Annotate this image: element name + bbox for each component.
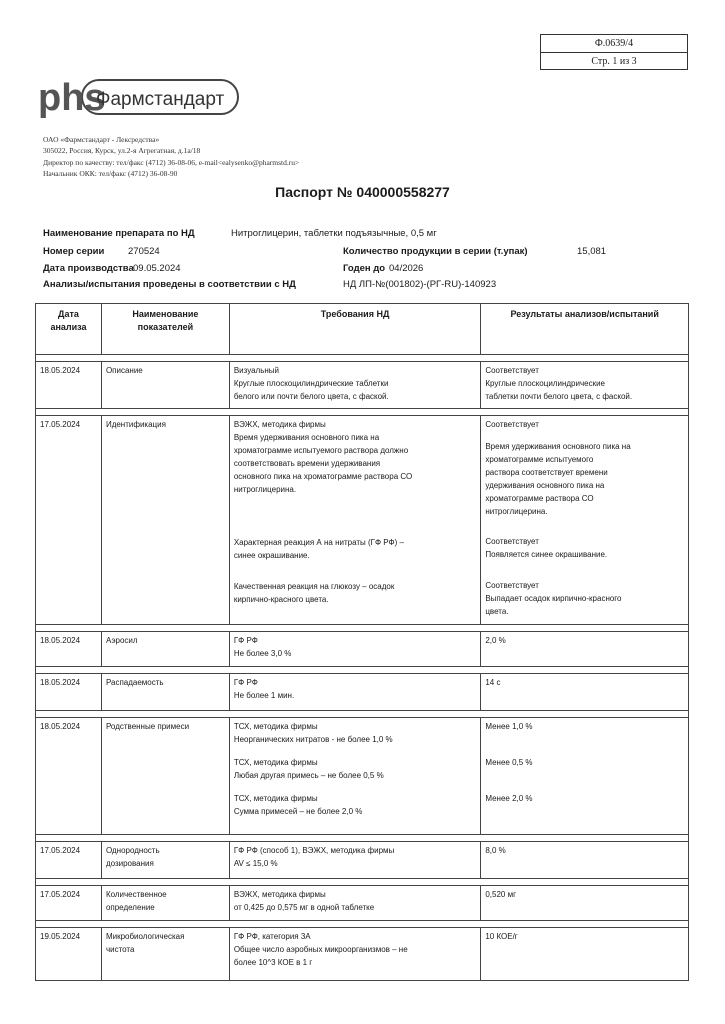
table-row <box>36 842 689 879</box>
table-row <box>36 416 689 625</box>
cell-res: 10 КОЕ/г <box>481 928 689 981</box>
analysis-table <box>35 303 689 981</box>
cell-date: 18.05.2024 <box>36 632 102 667</box>
table-row <box>36 362 689 409</box>
cell-date: 18.05.2024 <box>36 362 102 409</box>
cell-name: Количественное определение <box>101 886 229 921</box>
cell-res: 0,520 мг <box>481 886 689 921</box>
table-row <box>36 718 689 835</box>
table-header-row <box>36 304 689 355</box>
cell-req: ГФ РФ (способ 1), ВЭЖХ, методика фирмы AV ≤ 15,0 % <box>229 842 481 879</box>
cell-name: Аэросил <box>101 632 229 667</box>
cell-date: 19.05.2024 <box>36 928 102 981</box>
cell-name: Распадаемость <box>101 674 229 711</box>
cell-req: ГФ РФ Не более 3,0 % <box>229 632 481 667</box>
res-hplc: Время удерживания основного пика на хроматограмме испытуемого раствора соответствует времени удерживания основного пика на хроматограмме раствора СО нитроглицерина. <box>485 442 631 516</box>
name-label: Наименование препарата по НД <box>43 228 195 239</box>
qty-value: 15,081 <box>577 246 607 257</box>
col-header-name: Наименование показателей <box>101 304 229 355</box>
cell-req <box>229 416 481 625</box>
tests-label: Анализы/испытания проведены в соответствии с НД <box>43 279 296 290</box>
cell-res: 8,0 % <box>481 842 689 879</box>
cell-name: Описание <box>101 362 229 409</box>
cell-name: Однородность дозирования <box>101 842 229 879</box>
logo-brand: Фармстандарт <box>96 89 225 110</box>
res-other: Менее 0,5 % <box>485 758 533 767</box>
company-okk: Начальник ОКК: тел/факс (4712) 36-08-90 <box>43 169 178 179</box>
series-label: Номер серии <box>43 246 105 257</box>
cell-date: 18.05.2024 <box>36 718 102 835</box>
cell-req: ГФ РФ Не более 1 мин. <box>229 674 481 711</box>
req-inorganic: ТСХ, методика фирмы Неорганических нитратов - не более 1,0 % <box>233 722 393 744</box>
cell-date: 17.05.2024 <box>36 842 102 879</box>
series-value: 270524 <box>128 246 160 257</box>
cell-date: 17.05.2024 <box>36 886 102 921</box>
cell-req <box>229 718 481 835</box>
cell-name: Идентификация <box>101 416 229 625</box>
company-info <box>43 134 299 180</box>
table-row <box>36 886 689 921</box>
res-inorganic: Менее 1,0 % <box>485 722 533 731</box>
company-name: ОАО «Фармстандарт - Лексредства» <box>43 135 160 144</box>
form-code-box <box>540 34 688 70</box>
date-value: 09.05.2024 <box>133 263 181 274</box>
req-other: ТСХ, методика фирмы Любая другая примесь – не более 0,5 % <box>233 758 384 780</box>
res-glucose: Соответствует Выпадает осадок кирпично-красного цвета. <box>485 581 622 616</box>
tests-value: НД ЛП-№(001802)-(РГ-RU)-140923 <box>343 279 497 290</box>
req-nitrate: Характерная реакция А на нитраты (ГФ РФ) – синее окрашивание. <box>233 538 404 560</box>
company-logo <box>36 72 241 122</box>
cell-res <box>481 416 689 625</box>
company-director: Директор по качеству: тел/факс (4712) 36-08-06, e-mail<ealysenko@pharmstd.ru> <box>43 157 300 167</box>
res-nitrate: Соответствует Появляется синее окрашивание. <box>485 537 608 559</box>
cell-name: Микробиологическая чистота <box>101 928 229 981</box>
logo-mark: phs <box>38 77 106 119</box>
table-row <box>36 632 689 667</box>
col-header-req: Требования НД <box>229 304 481 355</box>
page-number: Стр. 1 из 3 <box>591 56 637 67</box>
cell-res: Соответствует Круглые плоскоцилиндрические таблетки почти белого цвета, с фаской. <box>481 362 689 409</box>
cell-req: Визуальный Круглые плоскоцилиндрические таблетки белого или почти белого цвета, с фаской. <box>229 362 481 409</box>
req-hplc: ВЭЖХ, методика фирмы Время удерживания основного пика на хроматограмме испытуемого раствора должно соответствовать времени удерживания основного пика на хроматограмме раствора СО нитроглицерина. <box>233 420 413 494</box>
req-glucose: Качественная реакция на глюкозу – осадок кирпично-красного цвета. <box>233 582 395 604</box>
table-row <box>36 928 689 981</box>
company-address: 305022, Россия, Курск, ул.2-я Агрегатная, д.1а/18 <box>43 146 201 156</box>
expiry-label: Годен до <box>343 263 386 274</box>
cell-res: 2,0 % <box>481 632 689 667</box>
cell-date: 18.05.2024 <box>36 674 102 711</box>
cell-res <box>481 718 689 835</box>
passport-title: Паспорт № 040000558277 <box>275 184 450 200</box>
cell-name: Родственные примеси <box>101 718 229 835</box>
res-sum: Менее 2,0 % <box>485 794 533 803</box>
cell-req: ВЭЖХ, методика фирмы от 0,425 до 0,575 мг в одной таблетке <box>229 886 481 921</box>
res-hplc-status: Соответствует <box>485 420 539 429</box>
cell-req: ГФ РФ, категория 3А Общее число аэробных микроорганизмов – не более 10^3 КОЕ в 1 г <box>229 928 481 981</box>
form-code: Ф.0639/4 <box>541 35 687 53</box>
col-header-date: Дата анализа <box>36 304 102 355</box>
cell-res: 14 с <box>481 674 689 711</box>
table-row <box>36 674 689 711</box>
req-sum: ТСХ, методика фирмы Сумма примесей – не более 2,0 % <box>233 794 363 816</box>
cell-date: 17.05.2024 <box>36 416 102 625</box>
expiry-value: 04/2026 <box>389 263 424 274</box>
name-value: Нитроглицерин, таблетки подъязычные, 0,5 мг <box>231 228 437 239</box>
qty-label: Количество продукции в серии (т.упак) <box>343 246 528 257</box>
col-header-res: Результаты анализов/испытаний <box>481 304 689 355</box>
date-label: Дата производства <box>43 263 134 274</box>
